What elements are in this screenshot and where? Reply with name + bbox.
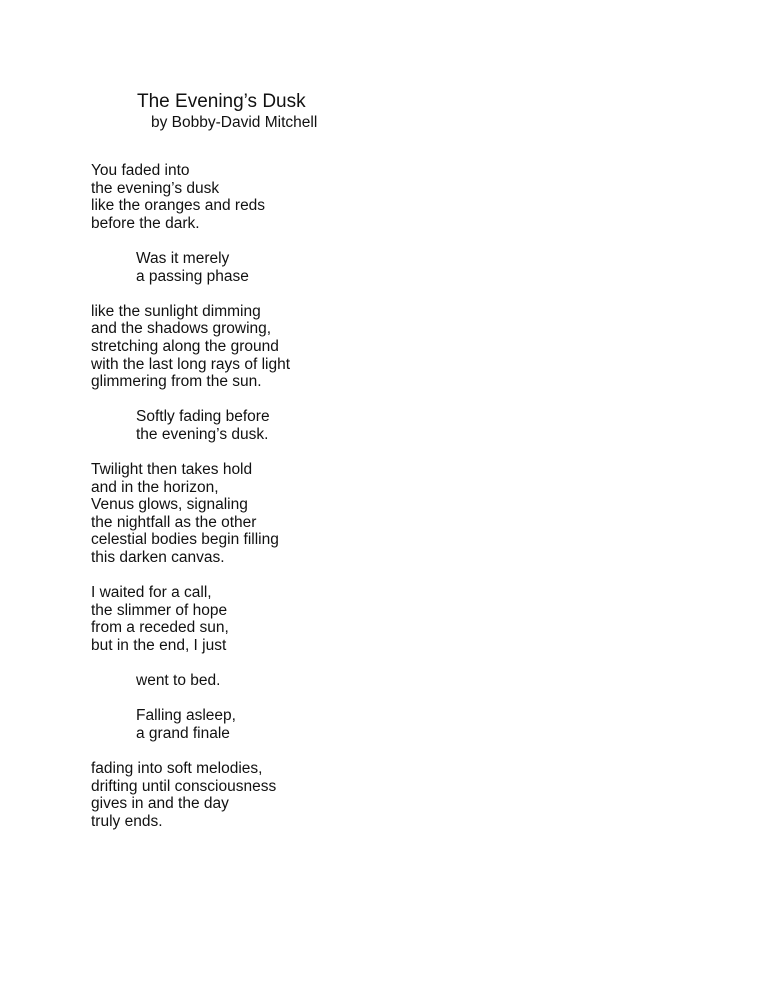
poem-line: a passing phase — [136, 267, 249, 285]
poem-line: gives in and the day — [91, 795, 229, 813]
stanza — [91, 162, 591, 232]
poem-line: Twilight then takes hold — [91, 461, 253, 479]
stanza — [91, 672, 591, 690]
poem-line: drifting until consciousness — [91, 777, 277, 795]
poem-line: fading into soft melodies, — [91, 760, 263, 778]
poem-line: the evening’s dusk. — [136, 425, 269, 443]
poem-title: The Evening’s Dusk — [137, 91, 306, 112]
poem-line: stretching along the ground — [91, 337, 279, 355]
stanza — [91, 584, 591, 654]
stanza — [91, 408, 591, 443]
poem-line: went to bed. — [136, 672, 221, 690]
poem-line: Was it merely — [136, 249, 230, 267]
poem-line: from a receded sun, — [91, 619, 229, 637]
poem-line: Softly fading before — [136, 408, 270, 426]
poem-line: the slimmer of hope — [91, 601, 228, 619]
poem-line: like the oranges and reds — [91, 197, 266, 215]
stanza — [91, 303, 591, 391]
poem-line: the evening’s dusk — [91, 179, 220, 197]
poem-body — [91, 162, 591, 848]
poem-line: but in the end, I just — [91, 637, 227, 655]
poem-line: Venus glows, signaling — [91, 496, 248, 514]
poem-line: a grand finale — [136, 725, 230, 742]
poem-line: You faded into — [91, 162, 190, 179]
stanza — [91, 250, 591, 285]
stanza — [91, 760, 591, 830]
poem-line: truly ends. — [91, 812, 163, 830]
poem-line: celestial bodies begin filling — [91, 531, 279, 549]
poem-line: before the dark. — [91, 214, 200, 232]
poem-line: glimmering from the sun. — [91, 373, 262, 391]
title-block — [137, 91, 317, 133]
poem-line: like the sunlight dimming — [91, 302, 261, 320]
poem-line: and in the horizon, — [91, 478, 219, 496]
poem-line: the nightfall as the other — [91, 513, 257, 531]
poem-line: I waited for a call, — [91, 584, 212, 602]
poem-line: with the last long rays of light — [91, 355, 291, 373]
poem-author: by Bobby-David Mitchell — [151, 114, 318, 131]
stanza — [91, 461, 591, 567]
poem-line: and the shadows growing, — [91, 320, 272, 338]
poem-line: Falling asleep, — [136, 707, 236, 725]
poem-line: this darken canvas. — [91, 549, 225, 567]
stanza — [91, 707, 591, 742]
